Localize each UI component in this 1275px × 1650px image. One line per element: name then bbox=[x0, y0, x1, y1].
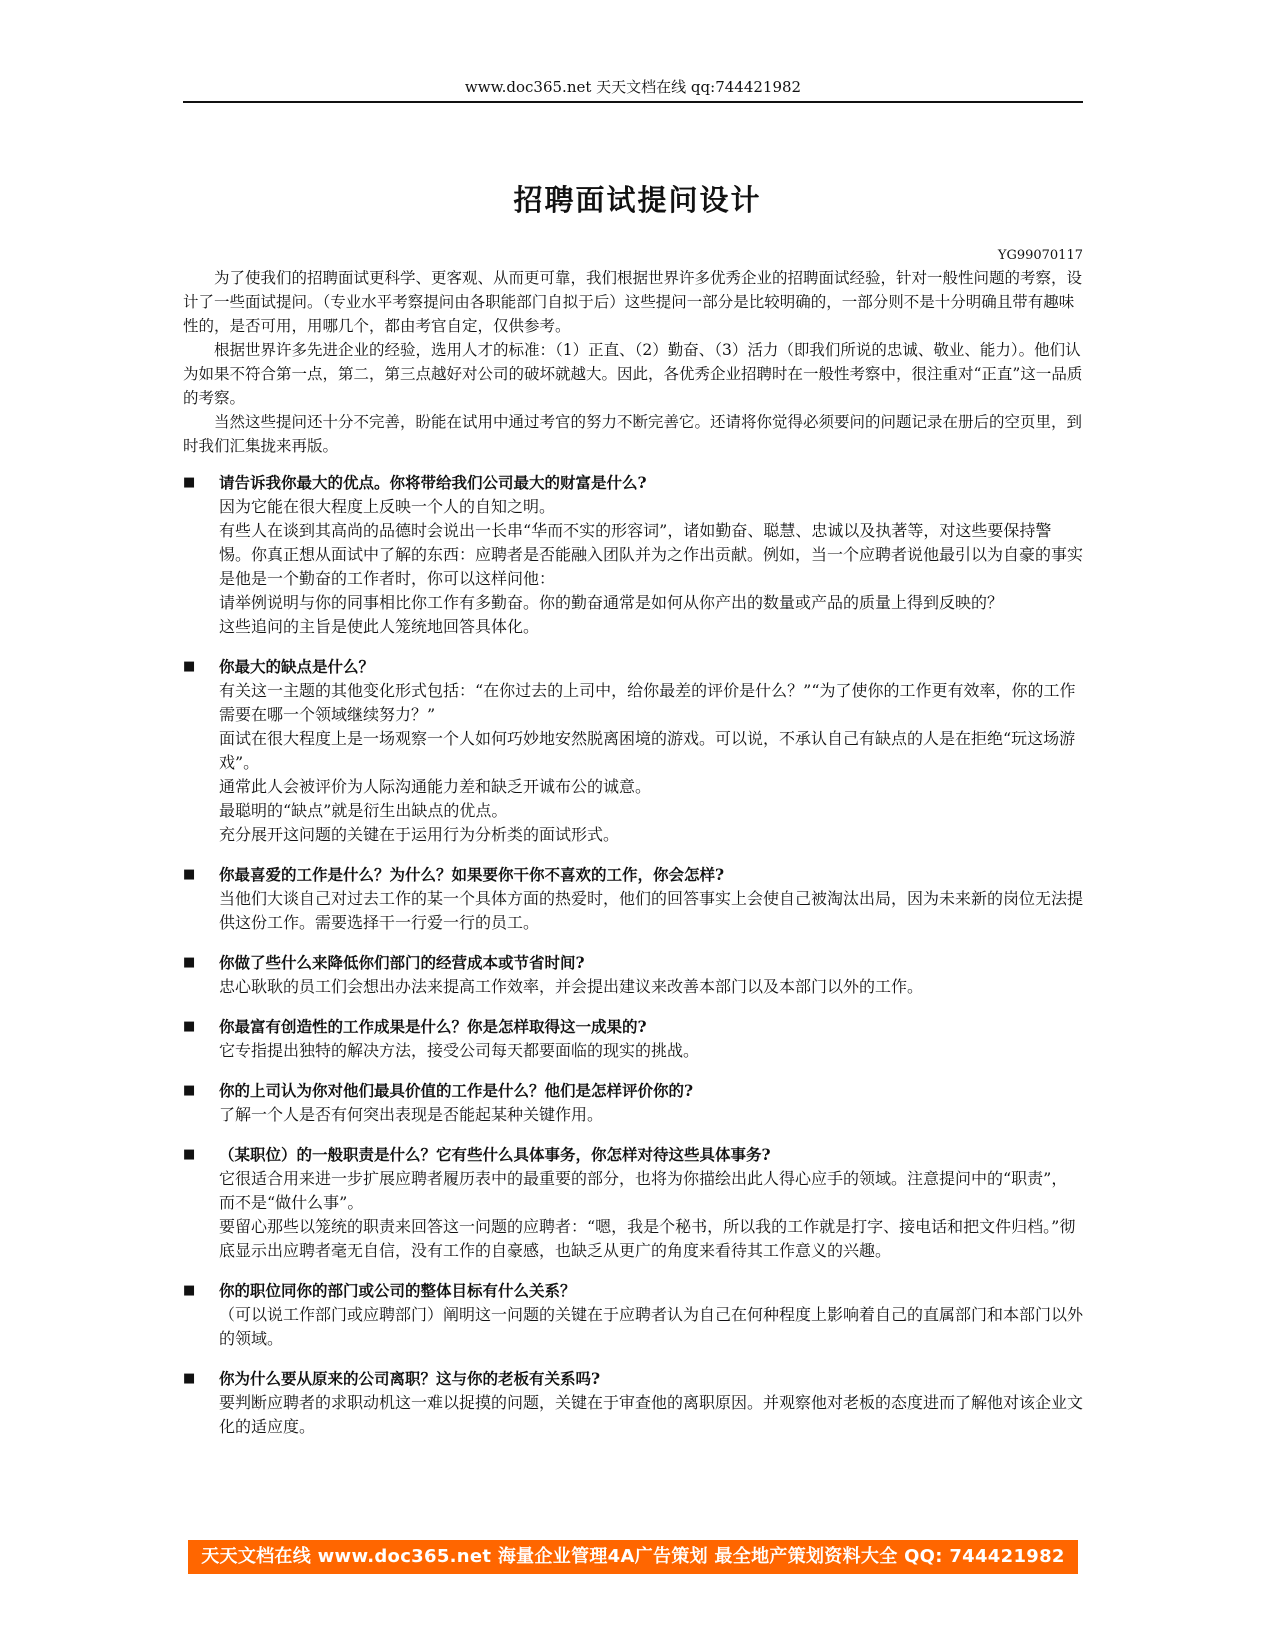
question-text: 你最喜爱的工作是什么？为什么？如果要你干你不喜欢的工作，你会怎样? bbox=[219, 865, 725, 884]
square-bullet-icon: ■ bbox=[183, 1083, 196, 1098]
answer-line: 当他们大谈自己对过去工作的某一个具体方面的热爱时，他们的回答事实上会使自己被淘汰出局，因为未来新的岗位无法提供这份工作。需要选择干一行爱一行的员工。 bbox=[219, 889, 1084, 932]
question-list bbox=[183, 471, 1083, 1455]
square-bullet-icon: ■ bbox=[183, 475, 196, 490]
answer-line: 要判断应聘者的求职动机这一难以捉摸的问题，关键在于审查他的离职原因。并观察他对老板的态度进而了解他对该企业文化的适应度。 bbox=[219, 1393, 1084, 1436]
question-item bbox=[183, 1143, 1083, 1263]
square-bullet-icon: ■ bbox=[183, 955, 196, 970]
question-item bbox=[183, 951, 1083, 999]
answer-line: 它很适合用来进一步扩展应聘者履历表中的最重要的部分，也将为你描绘出此人得心应手的领域。注意提问中的“职责”，而不是“做什么事”。 bbox=[219, 1169, 1068, 1212]
question-text: 你的职位同你的部门或公司的整体目标有什么关系？ bbox=[219, 1281, 576, 1300]
square-bullet-icon: ■ bbox=[183, 867, 196, 882]
question-item bbox=[183, 1079, 1083, 1127]
question-text: （某职位）的一般职责是什么？它有些什么具体事务，你怎样对待这些具体事务? bbox=[219, 1145, 771, 1164]
intro-paragraph: 为了使我们的招聘面试更科学、更客观、从而更可靠，我们根据世界许多优秀企业的招聘面试经验，针对一般性问题的考察，设计了一些面试提问。（专业水平考察提问由各职能部门自拟于后）这些提问一部分是比较明确的，一部分则不是十分明确且带有趣味性的，是否可用，用哪几个，都由考官自定，仅供参考。 bbox=[183, 269, 1083, 335]
footer-banner: 天天文档在线 www.doc365.net 海量企业管理4A广告策划 最全地产策划资料大全 QQ: 744421982 bbox=[188, 1540, 1078, 1574]
square-bullet-icon: ■ bbox=[183, 1371, 196, 1386]
question-text: 你最大的缺点是什么？ bbox=[219, 657, 375, 676]
answer-line: 充分展开这问题的关键在于运用行为分析类的面试形式。 bbox=[219, 825, 620, 844]
question-item bbox=[183, 863, 1083, 935]
square-bullet-icon: ■ bbox=[183, 659, 196, 674]
document-number: YG99070117 bbox=[997, 248, 1083, 263]
answer-line: 最聪明的“缺点”就是衍生出缺点的优点。 bbox=[219, 801, 508, 820]
square-bullet-icon: ■ bbox=[183, 1283, 196, 1298]
page-header: www.doc365.net 天天文档在线 qq:744421982 bbox=[464, 78, 802, 96]
intro-paragraph: 当然这些提问还十分不完善，盼能在试用中通过考官的努力不断完善它。还请将你觉得必须要问的问题记录在册后的空页里，到时我们汇集拢来再版。 bbox=[183, 413, 1083, 455]
square-bullet-icon: ■ bbox=[183, 1147, 196, 1162]
answer-line: 通常此人会被评价为人际沟通能力差和缺乏开诚布公的诚意。 bbox=[219, 777, 652, 796]
header-divider bbox=[183, 101, 1083, 103]
question-text: 请告诉我你最大的优点。你将带给我们公司最大的财富是什么? bbox=[219, 473, 647, 492]
answer-line: 请举例说明与你的同事相比你工作有多勤奋。你的勤奋通常是如何从你产出的数量或产品的质量上得到反映的？ bbox=[219, 593, 1004, 612]
document-title: 招聘面试提问设计 bbox=[513, 183, 762, 217]
square-bullet-icon: ■ bbox=[183, 1019, 196, 1034]
question-item bbox=[183, 1015, 1083, 1063]
answer-line: 要留心那些以笼统的职责来回答这一问题的应聘者：“嗯，我是个秘书，所以我的工作就是打字、接电话和把文件归档。”彻底显示出应聘者毫无自信，没有工作的自豪感，也缺乏从更广的角度来看待其工作意义的兴趣。 bbox=[219, 1217, 1076, 1260]
question-item bbox=[183, 471, 1083, 639]
question-item bbox=[183, 1367, 1083, 1439]
answer-line: 因为它能在很大程度上反映一个人的自知之明。 bbox=[219, 497, 556, 516]
answer-line: 它专指提出独特的解决方法，接受公司每天都要面临的现实的挑战。 bbox=[219, 1041, 700, 1060]
intro-paragraph: 根据世界许多先进企业的经验，选用人才的标准：（1）正直、（2）勤奋、（3）活力（即我们所说的忠诚、敬业、能力）。他们认为如果不符合第一点，第二，第三点越好对公司的破坏就越大。因此，各优秀企业招聘时在一般性考察中，很注重对“正直”这一品质的考察。 bbox=[183, 341, 1083, 407]
answer-line: 忠心耿耿的员工们会想出办法来提高工作效率，并会提出建议来改善本部门以及本部门以外的工作。 bbox=[219, 977, 924, 996]
question-text: 你最富有创造性的工作成果是什么？你是怎样取得这一成果的? bbox=[219, 1017, 647, 1036]
answer-line: 了解一个人是否有何突出表现是否能起某种关键作用。 bbox=[219, 1105, 604, 1124]
question-text: 你的上司认为你对他们最具价值的工作是什么？他们是怎样评价你的? bbox=[219, 1081, 694, 1100]
question-text: 你为什么要从原来的公司离职？这与你的老板有关系吗? bbox=[219, 1369, 601, 1388]
intro-section bbox=[183, 266, 1083, 458]
answer-line: （可以说工作部门或应聘部门）阐明这一问题的关键在于应聘者认为自己在何种程度上影响着自己的直属部门和本部门以外的领域。 bbox=[219, 1305, 1084, 1348]
question-item bbox=[183, 655, 1083, 847]
answer-line: 有些人在谈到其高尚的品德时会说出一长串“华而不实的形容词”，诸如勤奋、聪慧、忠诚以及执著等，对这些要保持警惕。你真正想从面试中了解的东西：应聘者是否能融入团队并为之作出贡献。例如，当一个应聘者说他最引以为自豪的事实是他是一个勤奋的工作者时，你可以这样问他： bbox=[219, 521, 1084, 588]
answer-line: 这些追问的主旨是使此人笼统地回答具体化。 bbox=[219, 617, 540, 636]
answer-line: 面试在很大程度上是一场观察一个人如何巧妙地安然脱离困境的游戏。可以说，不承认自己有缺点的人是在拒绝“玩这场游戏”。 bbox=[219, 729, 1076, 772]
answer-line: 有关这一主题的其他变化形式包括：“在你过去的上司中，给你最差的评价是什么？”“为了使你的工作更有效率，你的工作需要在哪一个领域继续努力？” bbox=[219, 681, 1076, 724]
question-text: 你做了些什么来降低你们部门的经营成本或节省时间? bbox=[219, 953, 585, 972]
question-item bbox=[183, 1279, 1083, 1351]
